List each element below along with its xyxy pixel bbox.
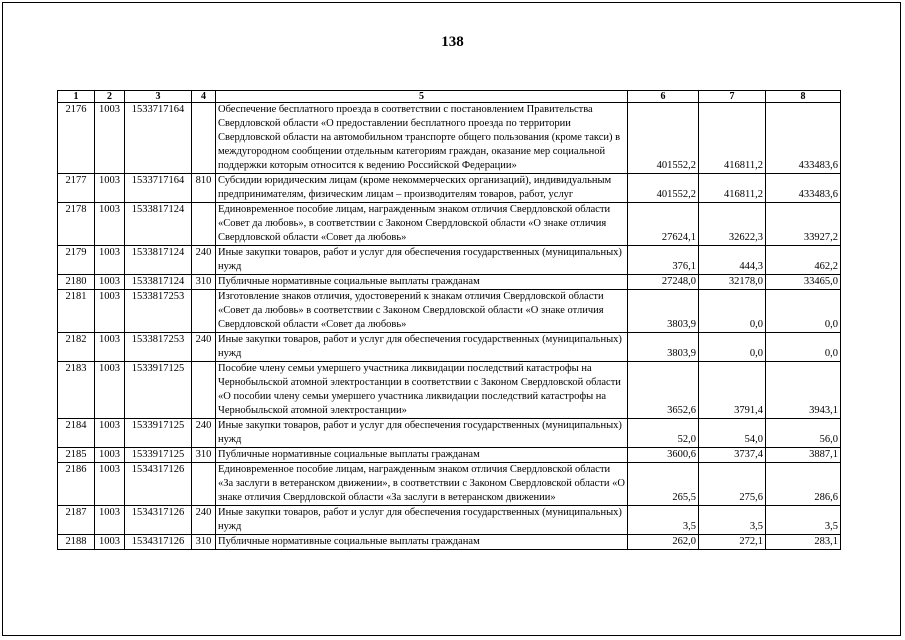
item-description: Иные закупки товаров, работ и услуг для обеспечения государственных (муниципальных) нужд <box>216 246 628 275</box>
amount-year-3: 283,1 <box>766 535 841 550</box>
amount-year-1: 3803,9 <box>628 333 699 362</box>
target-article-code: 1533817253 <box>125 333 192 362</box>
expense-type-code: 240 <box>192 333 216 362</box>
row-number: 2184 <box>58 419 95 448</box>
target-article-code: 1533917125 <box>125 448 192 463</box>
target-article-code: 1533817124 <box>125 246 192 275</box>
row-number: 2187 <box>58 506 95 535</box>
item-description: Иные закупки товаров, работ и услуг для обеспечения государственных (муниципальных) нужд <box>216 419 628 448</box>
row-number: 2182 <box>58 333 95 362</box>
table-row <box>58 448 841 463</box>
table-row <box>58 103 841 174</box>
item-description: Обеспечение бесплатного проезда в соответствии с постановлением Правительства Свердловской области «О предоставлении бесплатного проезда по территории Свердловской области на автомобильном транспорте общего пользования (кроме такси) в междугородном сообщении отдельным категориям граждан, оказание мер социальной поддержки которым относится к ведению Российской Федерации» <box>216 103 628 174</box>
target-article-code: 1534317126 <box>125 463 192 506</box>
target-article-code: 1534317126 <box>125 506 192 535</box>
item-description: Иные закупки товаров, работ и услуг для обеспечения государственных (муниципальных) нужд <box>216 333 628 362</box>
amount-year-3: 433483,6 <box>766 174 841 203</box>
table-row <box>58 506 841 535</box>
amount-year-3: 433483,6 <box>766 103 841 174</box>
amount-year-2: 416811,2 <box>699 103 766 174</box>
amount-year-2: 3791,4 <box>699 362 766 419</box>
amount-year-3: 0,0 <box>766 290 841 333</box>
amount-year-2: 3737,4 <box>699 448 766 463</box>
amount-year-1: 262,0 <box>628 535 699 550</box>
item-description: Публичные нормативные социальные выплаты гражданам <box>216 275 628 290</box>
section-code: 1003 <box>95 448 125 463</box>
expense-type-code: 240 <box>192 419 216 448</box>
row-number: 2178 <box>58 203 95 246</box>
table-row <box>58 275 841 290</box>
amount-year-1: 52,0 <box>628 419 699 448</box>
item-description: Пособие члену семьи умершего участника ликвидации последствий катастрофы на Чернобыльской атомной электростанции в соответствии с Законом Свердловской области «О пособии члену семьи умершего участника ликвидации последствий катастрофы на Чернобыльской атомной электростанции» <box>216 362 628 419</box>
amount-year-2: 3,5 <box>699 506 766 535</box>
amount-year-2: 272,1 <box>699 535 766 550</box>
header-row <box>58 91 841 103</box>
amount-year-3: 56,0 <box>766 419 841 448</box>
amount-year-3: 33465,0 <box>766 275 841 290</box>
table-row <box>58 333 841 362</box>
amount-year-1: 3803,9 <box>628 290 699 333</box>
row-number: 2183 <box>58 362 95 419</box>
amount-year-3: 462,2 <box>766 246 841 275</box>
amount-year-1: 3600,6 <box>628 448 699 463</box>
item-description: Публичные нормативные социальные выплаты гражданам <box>216 448 628 463</box>
col-header-2: 2 <box>95 91 125 103</box>
amount-year-1: 27624,1 <box>628 203 699 246</box>
section-code: 1003 <box>95 290 125 333</box>
amount-year-3: 3943,1 <box>766 362 841 419</box>
table-row <box>58 362 841 419</box>
row-number: 2177 <box>58 174 95 203</box>
target-article-code: 1533817124 <box>125 275 192 290</box>
amount-year-1: 401552,2 <box>628 103 699 174</box>
row-number: 2181 <box>58 290 95 333</box>
row-number: 2180 <box>58 275 95 290</box>
expense-type-code <box>192 290 216 333</box>
section-code: 1003 <box>95 275 125 290</box>
expense-type-code: 810 <box>192 174 216 203</box>
section-code: 1003 <box>95 506 125 535</box>
col-header-1: 1 <box>58 91 95 103</box>
expense-type-code <box>192 103 216 174</box>
col-header-5: 5 <box>216 91 628 103</box>
item-description: Публичные нормативные социальные выплаты гражданам <box>216 535 628 550</box>
amount-year-2: 416811,2 <box>699 174 766 203</box>
col-header-8: 8 <box>766 91 841 103</box>
amount-year-1: 376,1 <box>628 246 699 275</box>
table-row <box>58 174 841 203</box>
item-description: Иные закупки товаров, работ и услуг для обеспечения государственных (муниципальных) нужд <box>216 506 628 535</box>
table-row <box>58 246 841 275</box>
section-code: 1003 <box>95 203 125 246</box>
page-number: 138 <box>441 34 464 50</box>
section-code: 1003 <box>95 246 125 275</box>
expense-type-code: 240 <box>192 506 216 535</box>
expense-type-code <box>192 463 216 506</box>
col-header-4: 4 <box>192 91 216 103</box>
amount-year-3: 33927,2 <box>766 203 841 246</box>
amount-year-1: 3,5 <box>628 506 699 535</box>
target-article-code: 1533817253 <box>125 290 192 333</box>
row-number: 2186 <box>58 463 95 506</box>
section-code: 1003 <box>95 419 125 448</box>
expense-type-code: 310 <box>192 448 216 463</box>
amount-year-2: 275,6 <box>699 463 766 506</box>
amount-year-1: 27248,0 <box>628 275 699 290</box>
item-description: Единовременное пособие лицам, награжденным знаком отличия Свердловской области «За заслуги в ветеранском движении», в соответствии с Законом Свердловской области «О знаке отличия Свердловской области «За заслуги в ветеранском движении» <box>216 463 628 506</box>
amount-year-2: 444,3 <box>699 246 766 275</box>
target-article-code: 1533917125 <box>125 419 192 448</box>
row-number: 2176 <box>58 103 95 174</box>
amount-year-3: 0,0 <box>766 333 841 362</box>
row-number: 2185 <box>58 448 95 463</box>
section-code: 1003 <box>95 463 125 506</box>
amount-year-3: 3887,1 <box>766 448 841 463</box>
item-description: Единовременное пособие лицам, награжденным знаком отличия Свердловской области «Совет да любовь», в соответствии с Законом Свердловской области «О знаке отличия Свердловской области «Совет да любовь» <box>216 203 628 246</box>
target-article-code: 1534317126 <box>125 535 192 550</box>
amount-year-1: 401552,2 <box>628 174 699 203</box>
amount-year-3: 286,6 <box>766 463 841 506</box>
target-article-code: 1533917125 <box>125 362 192 419</box>
table-row <box>58 463 841 506</box>
item-description: Изготовление знаков отличия, удостоверений к знакам отличия Свердловской области «Совет да любовь» в соответствии с Законом Свердловской области «О знаке отличия Свердловской области «Совет да любовь» <box>216 290 628 333</box>
col-header-7: 7 <box>699 91 766 103</box>
section-code: 1003 <box>95 103 125 174</box>
expense-type-code <box>192 362 216 419</box>
row-number: 2179 <box>58 246 95 275</box>
table-row <box>58 419 841 448</box>
amount-year-1: 3652,6 <box>628 362 699 419</box>
section-code: 1003 <box>95 174 125 203</box>
expense-type-code: 310 <box>192 275 216 290</box>
target-article-code: 1533817124 <box>125 203 192 246</box>
col-header-3: 3 <box>125 91 192 103</box>
target-article-code: 1533717164 <box>125 174 192 203</box>
row-number: 2188 <box>58 535 95 550</box>
section-code: 1003 <box>95 535 125 550</box>
amount-year-1: 265,5 <box>628 463 699 506</box>
expense-type-code <box>192 203 216 246</box>
table-row <box>58 203 841 246</box>
amount-year-3: 3,5 <box>766 506 841 535</box>
col-header-6: 6 <box>628 91 699 103</box>
amount-year-2: 32178,0 <box>699 275 766 290</box>
section-code: 1003 <box>95 333 125 362</box>
amount-year-2: 54,0 <box>699 419 766 448</box>
expense-type-code: 310 <box>192 535 216 550</box>
budget-table <box>57 90 841 550</box>
expense-type-code: 240 <box>192 246 216 275</box>
table-row <box>58 290 841 333</box>
target-article-code: 1533717164 <box>125 103 192 174</box>
amount-year-2: 0,0 <box>699 333 766 362</box>
amount-year-2: 32622,3 <box>699 203 766 246</box>
section-code: 1003 <box>95 362 125 419</box>
item-description: Субсидии юридическим лицам (кроме некоммерческих организаций), индивидуальным предпринимателям, физическим лицам – производителям товаров, работ, услуг <box>216 174 628 203</box>
amount-year-2: 0,0 <box>699 290 766 333</box>
table-row <box>58 535 841 550</box>
